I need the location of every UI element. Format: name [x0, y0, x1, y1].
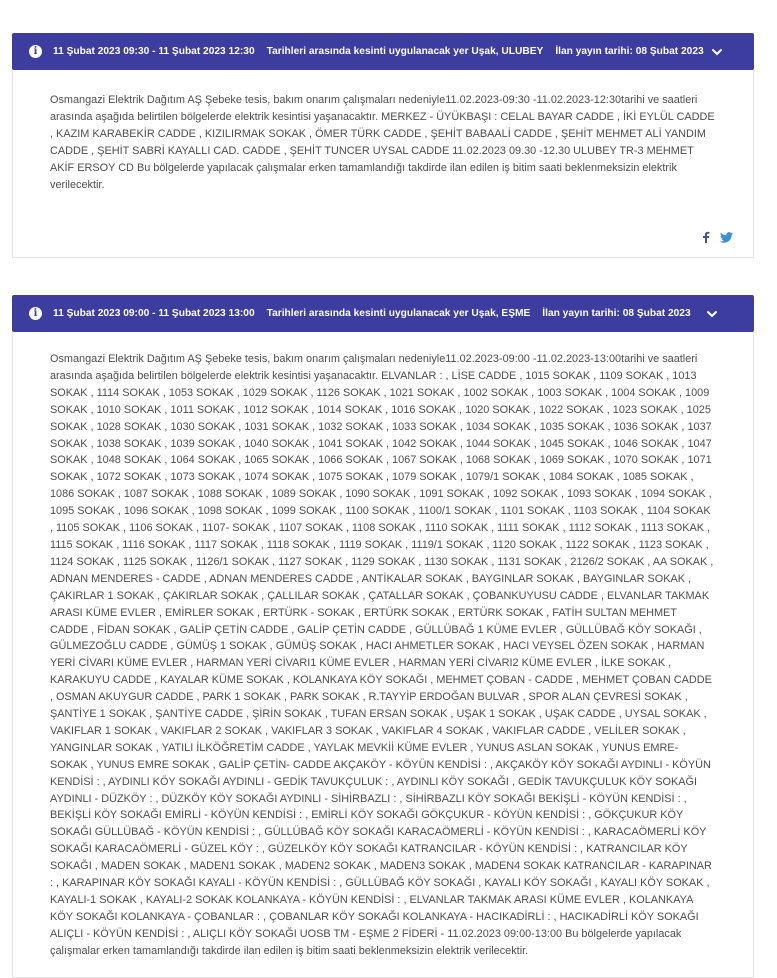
notice-text: Osmangazi Elektrik Dağıtım AŞ Şebeke tesis, bakım onarım çalışmaları nedeniyle11.02.2023-09:00 -11.02.2023-13:00tarihi ve saatleri arasında aşağıda belirtilen bölgelerde elektrik kesintisi yaşanacaktır. ELVANLAR : , LİSE CADDE , 1015 SOKAK , 1109 SOKAK , 1013 SOKAK , 1114 SOKAK , 1053 SOKAK , 1029 SOKAK , 1126 SOKAK , 1021 SOKAK , 1002 SOKAK , 1003 SOKAK , 1004 SOKAK , 1009 SOKAK , 1010 SOKAK , 1011 SOKAK , 1012 SOKAK , 1014 SOKAK , 1016 SOKAK , 1020 SOKAK , 1022 SOKAK , 1023 SOKAK , 1025 SOKAK , 1028 SOKAK , 1030 SOKAK , 1031 SOKAK , 1032 SOKAK , 1033 SOKAK , 1034 SOKAK , 1035 SOKAK , 1036 SOKAK , 1037 SOKAK , 1038 SOKAK , 1039 SOKAK , 1040 SOKAK , 1041 SOKAK , 1042 SOKAK , 1044 SOKAK , 1045 SOKAK , 1046 SOKAK , 1047 SOKAK , 1048 SOKAK , 1064 SOKAK , 1065 SOKAK , 1066 SOKAK , 1067 SOKAK , 1068 SOKAK , 1069 SOKAK , 1070 SOKAK , 1071 SOKAK , 1072 SOKAK , 1073 SOKAK , 1074 SOKAK , 1075 SOKAK , 1079 SOKAK , 1079/1 SOKAK , 1084 SOKAK , 1085 SOKAK , 1086 SOKAK , 1087 SOKAK , 1088 SOKAK , 1089 SOKAK , 1090 SOKAK , 1091 SOKAK , 1092 SOKAK , 1093 SOKAK , 1094 SOKAK , 1095 SOKAK , 1096 SOKAK , 1098 SOKAK , 1099 SOKAK , 1100 SOKAK , 1100/1 SOKAK , 1101 SOKAK , 1103 SOKAK , 1104 SOKAK , 1105 SOKAK , 1106 SOKAK , 1107- SOKAK , 1107 SOKAK , 1108 SOKAK , 1110 SOKAK , 1111 SOKAK , 1112 SOKAK , 1113 SOKAK , 1115 SOKAK , 1116 SOKAK , 1117 SOKAK , 1118 SOKAK , 1119 SOKAK , 1119/1 SOKAK , 1120 SOKAK , 1122 SOKAK , 1123 SOKAK , 1124 SOKAK , 1125 SOKAK , 1126/1 SOKAK , 1127 SOKAK , 1129 SOKAK , 1130 SOKAK , 1131 SOKAK , 2126/2 SOKAK , AA SOKAK , ADNAN MENDERES - CADDE , ADNAN MENDERES CADDE , ANTİKALAR SOKAK , BAYGINLAR SOKAK , BAYGINLAR SOKAK , ÇAKIRLAR 1 SOKAK , ÇAKIRLAR SOKAK , ÇALLILAR SOKAK , ÇATALLAR SOKAK , ÇOBANKUYUSU CADDE , ELVANLAR TAKMAK ARASI KÜME EVLER , EMİRLER SOKAK , ERTÜRK - SOKAK , ERTÜRK SOKAK , ERTÜRK SOKAK , FATİH SULTAN MEHMET CADDE , FİDAN SOKAK , GALİP ÇETİN CADDE , GALİP ÇETİN CADDE , GÜLLÜBAĞ 1 KÜME EVLER , GÜLLÜBAĞ KÖY SOKAĞI , GÜLMEZOĞLU CADDE , GÜMÜŞ 1 SOKAK , GÜMÜŞ SOKAK , HACI AHMETLER SOKAK , HACI VEYSEL ÖZEN SOKAK , HARMAN YERİ CİVARI KÜME EVLER , HARMAN YERİ CİVARI1 KÜME EVLER , HARMAN YERİ CİVARI2 KÜME EVLER , İLKE SOKAK , KARAKUYU CADDE , KAYALAR KÜME SOKAK , KOLANKAYA KÖY SOKAĞI , MEHMET ÇOBAN - CADDE , MEHMET ÇOBAN CADDE , OSMAN AKUYGUR CADDE , PARK 1 SOKAK , PARK SOKAK , R.TAYYİP ERDOĞAN BULVAR , SPOR ALAN ÇEVRESİ SOKAK , ŞANTİYE 1 SOKAK , ŞANTİYE CADDE , ŞİRİN SOKAK , TUFAN ERSAN SOKAK , UŞAK 1 SOKAK , UŞAK CADDE , UYSAL SOKAK , VAKIFLAR 1 SOKAK , VAKIFLAR 2 SOKAK , VAKIFLAR 3 SOKAK , VAKIFLAR 4 SOKAK , VAKIFLAR CADDE , VELİLER SOKAK , YANGINLAR SOKAK , YATILI İLKÖĞRETİM CADDE , YAYLAK MEVKİİ KÜME EVLER , YUNUS ASLAN SOKAK , YUNUS EMRE- SOKAK , YUNUS EMRE SOKAK , GALİP ÇETİN- CADDE AKÇAKÖY - KÖYÜN KENDİSİ : , AKÇAKÖY KÖY SOKAĞI AYDINLI - KÖYÜN KENDİSİ : , AYDINLI KÖY SOKAĞI AYDINLI - GEDİK TAVUKÇULUK : , AYDINLI KÖY SOKAĞI , GEDİK TAVUKÇULUK KÖY SOKAĞI AYDINLI - DÜZKÖY : , DÜZKÖY KÖY SOKAĞI AYDINLI - SİHİRBAZLI : , SİHİRBAZLI KÖY SOKAĞI BEKİŞLİ - KÖYÜN KENDİSİ : , BEKİŞLİ KÖY SOKAĞI EMİRLİ - KÖYÜN KENDİSİ : , EMİRLİ KÖY SOKAĞI GÖKÇUKUR - KÖYÜN KENDİSİ : , GÖKÇUKUR KÖY SOKAĞI GÜLLÜBAĞ - KÖYÜN KENDİSİ : , GÜLLÜBAĞ KÖY SOKAĞI KARACAÖMERLİ - KÖYÜN KENDİSİ : , KARACAÖMERLİ KÖY SOKAĞI KARACAÖMERLİ - GÜZEL KÖY : , GÜZELKÖY KÖY SOKAĞI KATRANCILAR - KÖYÜN KENDİSİ : , KATRANCILAR KÖY SOKAĞI , MADEN SOKAK , MADEN1 SOKAK , MADEN2 SOKAK , MADEN3 SOKAK , MADEN4 SOKAK KATRANCILAR - KARAPINAR : , KARAPINAR KÖY SOKAĞI KAYALI - KÖYÜN KENDİSİ : , GÜLLÜBAĞ KÖY SOKAĞI , KAYALI KÖY SOKAĞI , KAYALI KÖY SOKAK , KAYALI-1 SOKAK , KAYALI-2 SOKAK KOLANKAYA - KÖYÜN KENDİSİ : , ELVANLAR TAKMAK ARASI KÜME EVLER , KOLANKAYA KÖY SOKAĞI KOLANKAYA - ÇOBANLAR : , ÇOBANLAR KÖY SOKAĞI KOLANKAYA - HACIKADİRLİ : , HACIKADİRLİ KÖY SOKAĞI ALIÇLI - KÖYÜN KENDİSİ : , ALIÇLI KÖY SOKAĞI UOSB TM - EŞME 2 FİDERİ - 11.02.2023 09:00-13:00 Bu bölgelerde yapılacak çalışmalar erken tamamlandığı takdirde ilan edilen iş bitim saati beklenmeksizin elektrik verilecektir.: [50, 353, 714, 957]
notice-publish-date: İlan yayın tarihi: 08 Şubat 2023: [555, 46, 704, 57]
notice-header-esme[interactable]: [12, 295, 754, 332]
notice-header-ulubey[interactable]: [12, 33, 754, 70]
info-icon: i: [29, 307, 42, 320]
chevron-down-icon[interactable]: [705, 307, 719, 321]
notice-body: [12, 70, 754, 258]
notice-text: Osmangazi Elektrik Dağıtım AŞ Şebeke tesis, bakım onarım çalışmaları nedeniyle11.02.2023-09:30 -11.02.2023-12:30tarihi ve saatleri arasında aşağıda belirtilen bölgelerde elektrik kesintisi yaşanacaktır. MERKEZ - ÜYÜKBAŞI : CELAL BAYAR CADDE , İKİ EYLÜL CADDE , KAZIM KARABEKİR CADDE , KIZILIRMAK SOKAK , ÖMER TÜRK CADDE , ŞEHİT BABAALİ CADDE , ŞEHİT MEHMET ALİ YANDIM CADDE , ŞEHİT SABRİ KAYALLI CAD. CADDE , ŞEHİT TUNCER UYSAL CADDE 11.02.2023 09.30 -12.30 ULUBEY TR-3 MEHMET AKİF ERSOY CD Bu bölgelerde yapılacak çalışmalar erken tamamlandığı takdirde ilan edilen iş bitim saati beklenmeksizin elektrik verilecektir.: [50, 94, 715, 191]
info-icon: i: [29, 45, 42, 58]
notice-publish-date: İlan yayın tarihi: 08 Şubat 2023: [542, 308, 691, 319]
notice-date-range: 11 Şubat 2023 09:00 - 11 Şubat 2023 13:00: [53, 308, 255, 319]
notice-card-esme: [12, 295, 754, 978]
twitter-icon[interactable]: [720, 232, 733, 243]
facebook-icon[interactable]: [702, 231, 710, 243]
notice-location: Tarihleri arasında kesinti uygulanacak yer Uşak, ULUBEY: [266, 46, 544, 57]
notice-date-range: 11 Şubat 2023 09:30 - 11 Şubat 2023 12:30: [53, 46, 255, 57]
notice-body: [12, 332, 754, 978]
chevron-down-icon[interactable]: [710, 45, 724, 59]
notice-card-ulubey: [12, 33, 754, 258]
share-buttons: [702, 231, 733, 243]
notice-location: Tarihleri arasında kesinti uygulanacak yer Uşak, EŞME: [266, 308, 531, 319]
